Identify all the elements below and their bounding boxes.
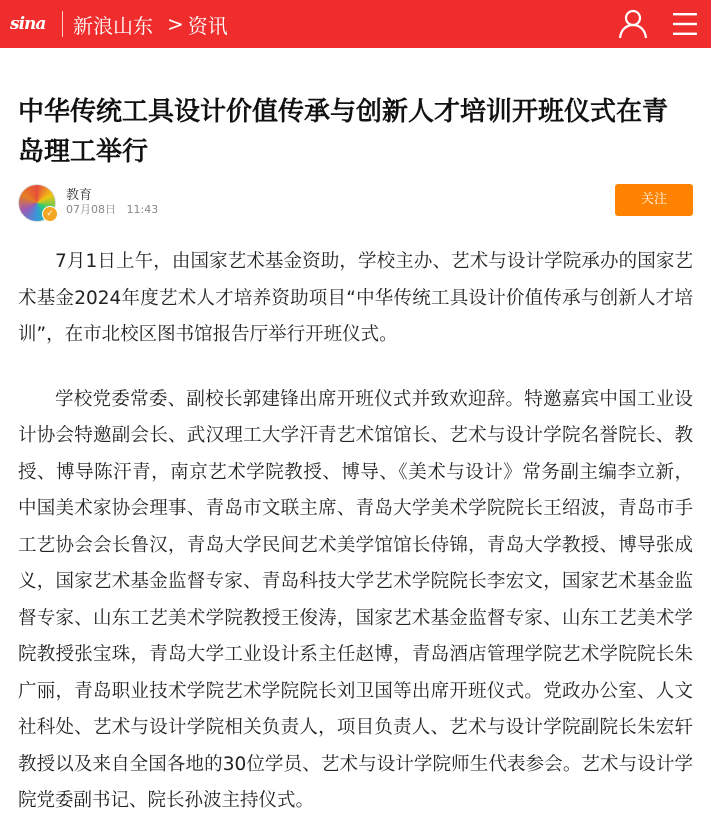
article-paragraph: 学校党委常委、副校长郭建锋出席开班仪式并致欢迎辞。特邀嘉宾中国工业设计协会特邀副会长、武汉理工大学汗青艺术馆馆长、艺术与设计学院名誉院长、教授、博导陈汗青，南京艺术学院教授、博导、《美术与设计》常务副主编李立新，中国美术家协会理事、青岛市文联主席、青岛大学美术学院院长王绍波，青岛市手工艺协会会长鲁汉，青岛大学民间艺术美学馆馆长侍锦，青岛大学教授、博导张成义，国家艺术基金监督专家、青岛科技大学艺术学院院长李宏文，国家艺术基金监督专家、山东工艺美术学院教授王俊涛，国家艺术基金监督专家、山东工艺美术学院教授张宝珠，青岛大学工业设计系主任赵博，青岛酒店管理学院艺术学院院长朱广丽，青岛职业技术学院艺术学院院长刘卫国等出席开班仪式。党政办公室、人文社科处、艺术与设计学院相关负责人，项目负责人、艺术与设计学院副院长朱宏轩教授以及来自全国各地的30位学员、艺术与设计学院师生代表参会。艺术与设计学院党委副书记、院长孙波主持仪式。 — [18, 388, 693, 811]
top-navigation-bar — [0, 0, 711, 48]
article-paragraph: 7月1日上午，由国家艺术基金资助，学校主办、艺术与设计学院承办的国家艺术基金2024年度艺术人才培养资助项目“中华传统工具设计价值传承与创新人才培训”，在市北校区图书馆报告厅举行开班仪式。 — [18, 251, 693, 345]
verified-badge-icon: ✓ — [42, 206, 58, 222]
article-meta — [18, 184, 693, 224]
article-title: 中华传统工具设计价值传承与创新人才培训开班仪式在青岛理工举行 — [18, 97, 669, 167]
menu-icon — [671, 10, 699, 38]
breadcrumb-news-link[interactable]: 资讯 — [187, 13, 228, 38]
article-body — [18, 244, 693, 820]
author-name[interactable]: 教育 — [66, 188, 93, 203]
breadcrumb-separator: > — [167, 12, 184, 36]
sina-logo[interactable]: sina — [10, 14, 46, 34]
channel-link[interactable]: 新浪山东 — [73, 13, 153, 38]
user-button[interactable] — [617, 8, 649, 40]
follow-button[interactable]: 关注 — [615, 184, 693, 216]
user-icon — [617, 8, 649, 40]
publish-time: 07月08日 11:43 — [66, 203, 159, 216]
menu-button[interactable] — [671, 10, 699, 38]
header-divider — [62, 11, 63, 37]
